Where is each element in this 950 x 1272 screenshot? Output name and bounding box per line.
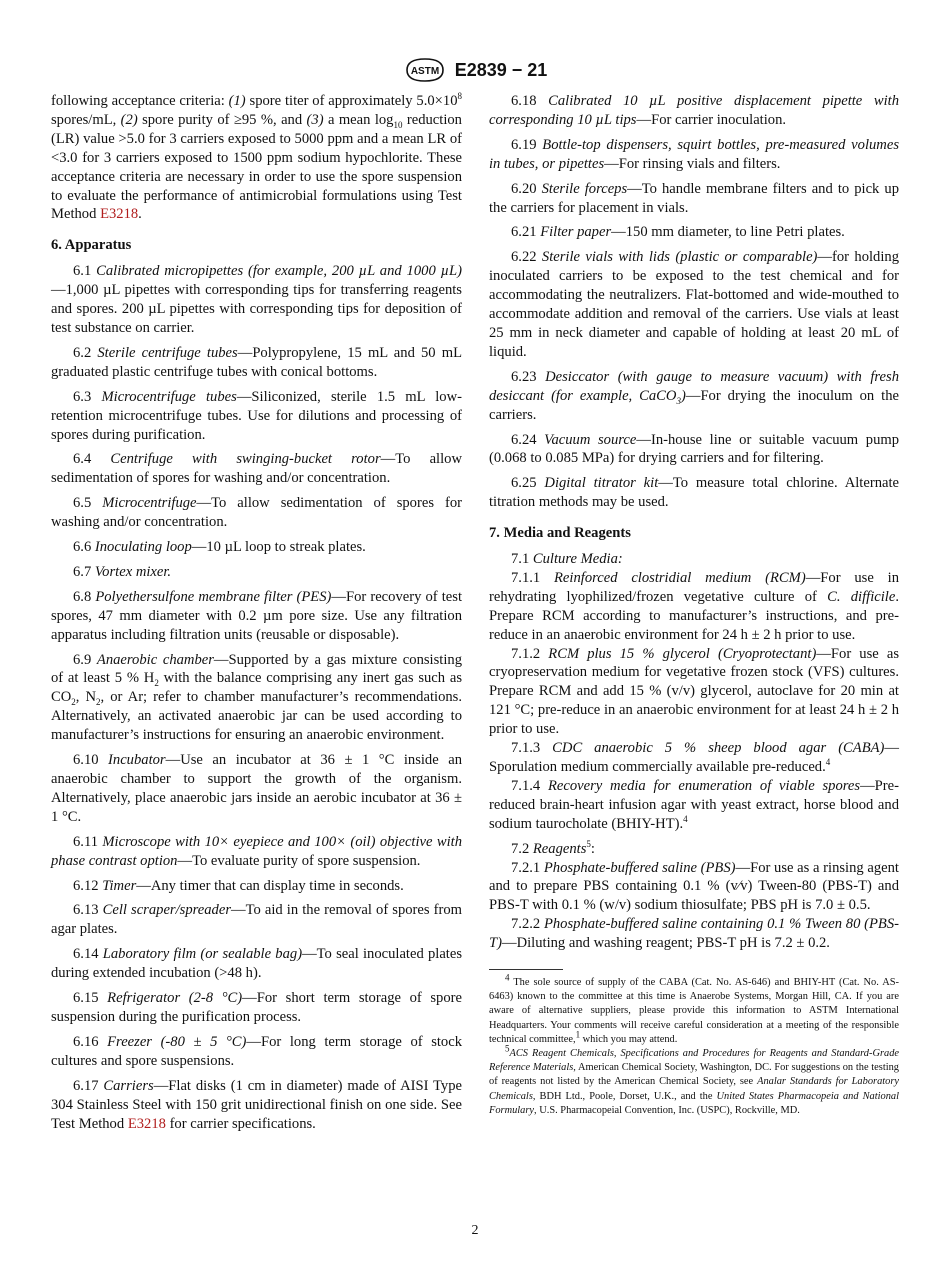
clause-7-2: 7.2 Reagents$^5$: [511, 838, 595, 857]
clause-6-9: 6.9 Anaerobic chamber—Supported by a gas mixture consisting of at least 5 % $H_2$ with the balance comprising any inert gas such as $CO_2$, $N_2$, or Ar; refer to chamber manufacturer’s recommendations. Alternatively, an activated anaerobic jar can be used according to manufacturer’s instructions for ensuring an anaerobic environment. [51, 651, 463, 744]
clause-7-1-2: 7.1.2 RCM plus 15 % glycerol (Cryoprotectant)—For use as cryopreservation medium for vegetative frozen stock (VFS) cultures. Prepare RCM and add 15 % (v/v) glycerol, autoclave for 20 min at 121 °C; pre-reduce in an anaerobic environment for at least 24 h ± 2 h prior to use. [489, 645, 899, 738]
clause-7-2-1: 7.2.1 Phosphate-buffered saline (PBS)—For use as a rinsing agent and to prepare PBS containing 0.1 % (v⁄v) Tween-80 (PBS-T) and PBS-T with 0.1 % (w/v) sodium thiosulfate; PBS pH is 7.0 ± 0.5. [489, 859, 899, 914]
clause-6-22: 6.22 Sterile vials with lids (plastic or comparable)—for holding inoculated carriers to be exposed to the test chemical and for accommodating the neutralizers. Flat-bottomed and wide-mouthed to accommodate addition and removal of the carriers. Use vials at least 25 mm in neck diameter and capable of holding at least 20 mL of liquid. [489, 249, 899, 360]
clause-7-1-1: 7.1.1 Reinforced clostridial medium (RCM)—For use in rehydrating lyophilized/frozen vegetative culture of C. difficile. Prepare RCM according to manufacturer’s instructions, and pre-reduce in an anaerobic environment for 24 h ± 2 h prior to use. [489, 569, 899, 643]
section-heading-apparatus: 6. Apparatus [51, 237, 132, 254]
clause-6-4: 6.4 Centrifuge with swinging-bucket rotor—To allow sedimentation of spores for washing and/or concentration. [51, 451, 463, 487]
clause-6-24: 6.24 Vacuum source—In-house line or suitable vacuum pump (0.068 to 0.085 MPa) for drying carriers and for filtering. [489, 431, 900, 467]
svg-text:ASTM: ASTM [410, 66, 439, 77]
clause-6-13: 6.13 Cell scraper/spreader—To aid in the removal of spores from agar plates. [51, 902, 463, 938]
clause-6-7: 6.7 Vortex mixer. [73, 563, 172, 580]
page-number: 2 [471, 1223, 479, 1238]
astm-logo-icon [403, 56, 447, 84]
clause-6-10: 6.10 Incubator—Use an incubator at 36 ± 1 °C inside an anaerobic chamber to support the growth of the organism. Alternatively, place anaerobic jars inside an aerobic incubator at 36 ± 1 °C. [51, 752, 462, 825]
clause-6-23: 6.23 Desiccator (with gauge to measure vacuum) with fresh desiccant (for example, CaCO$_3$)—For drying the inoculum on the carriers. [489, 368, 900, 423]
clause-6-18: 6.18 Calibrated 10 µL positive displacement pipette with corresponding 10 µL tips—For carrier inoculation. [489, 93, 900, 128]
section-heading-media-reagents: 7. Media and Reagents [489, 525, 631, 542]
right-column [489, 92, 899, 1118]
clause-6-6: 6.6 Inoculating loop—10 µL loop to streak plates. [73, 539, 366, 556]
clause-6-17: 6.17 Carriers—Flat disks (1 cm in diameter) made of AISI Type 304 Stainless Steel with 150 grit unidirectional finish on one side. See Test Method E3218 for carrier specifications. [51, 1077, 463, 1132]
intro-paragraph: following acceptance criteria: (1) spore titer of approximately $5.0\times 10^8$ spores/mL, (2) spore purity of ≥95 %, and (3) a mean $\log_{10}$ reduction (LR) value >5.0 for 3 carriers exposed to 5000 ppm and a mean LR of <3.0 for 3 carriers exposed to 1500 ppm sodium hypochlorite. These acceptance criteria are necessary in order to use the spore suspension to evaluate the performance of antimicrobial formulations using Test Method E3218. [51, 91, 462, 223]
clause-7-1-3: 7.1.3 CDC anaerobic 5 % sheep blood agar (CABA)—Sporulation medium commercially available pre-reduced.$^4$ [489, 740, 899, 775]
clause-6-1: 6.1 Calibrated micropipettes (for example, 200 µL and 1000 µL)—1,000 µL pipettes with corresponding tips for transferring reagents and spores. 200 µL pipettes with corresponding tips for deposition of test substance on carrier. [51, 263, 463, 336]
footnote-divider [489, 969, 563, 970]
left-column [51, 92, 462, 1139]
clause-6-5: 6.5 Microcentrifuge—To allow sedimentation of spores for washing and/or concentration. [51, 495, 462, 531]
reference-link-e3218[interactable]: E3218 [100, 206, 139, 223]
document-id: E2839 − 21 [454, 59, 548, 80]
clause-6-2: 6.2 Sterile centrifuge tubes—Polypropylene, 15 mL and 50 mL graduated plastic centrifuge tubes with conical bottoms. [51, 344, 462, 380]
clause-6-14: 6.14 Laboratory film (or sealable bag)—To seal inoculated plates during extended incubation (>48 h). [51, 946, 463, 982]
clause-6-25: 6.25 Digital titrator kit—To measure total chlorine. Alternate titration methods may be used. [489, 475, 900, 511]
page-header [0, 56, 950, 86]
clause-6-11: 6.11 Microscope with 10× eyepiece and 100× (oil) objective with phase contrast option—To evaluate purity of spore suspension. [51, 833, 462, 869]
clause-6-21: 6.21 Filter paper—150 mm diameter, to line Petri plates. [511, 224, 845, 241]
clause-7-1: 7.1 Culture Media: [511, 551, 623, 568]
footnote-4: $^4$ The sole source of supply of the CABA (Cat. No. AS-646) and BHIY-HT (Cat. No. AS-6463) known to the committee at this time is Anaerobe Systems, Morgan Hill, CA. If you are aware of alternative suppliers, please provide this information to ASTM International Headquarters. Your comments will receive careful consideration at a meeting of the responsible technical committee,$^1$ which you may attend. [489, 972, 899, 1045]
clause-6-15: 6.15 Refrigerator (2-8 °C)—For short term storage of spore suspension during the purification process. [51, 990, 462, 1025]
footnote-5: $^5$ACS Reagent Chemicals, Specifications and Procedures for Reagents and Standard-Grade Reference Materials, American Chemical Society, Washington, DC. For suggestions on the testing of reagents not listed by the American Chemical Society, see Analar Standards for Laboratory Chemicals, BDH Ltd., Poole, Dorset, U.K., and the United States Pharmacopeia and National Formulary, U.S. Pharmacopeial Convention, Inc. (USPC), Rockville, MD. [489, 1043, 899, 1116]
clause-6-16: 6.16 Freezer (-80 ± 5 °C)—For long term storage of stock cultures and spore suspensions. [51, 1033, 462, 1069]
clause-7-1-4: 7.1.4 Recovery media for enumeration of viable spores—Pre-reduced brain-heart infusion agar with yeast extract, horse blood and sodium taurocholate (BHIY-HT).$^4$ [489, 777, 899, 832]
clause-6-19: 6.19 Bottle-top dispensers, squirt bottles, pre-measured volumes in tubes, or pipettes—For rinsing vials and filters. [489, 136, 899, 172]
clause-6-12: 6.12 Timer—Any timer that can display time in seconds. [73, 877, 404, 894]
clause-6-20: 6.20 Sterile forceps—To handle membrane filters and to pick up the carriers for placement in vials. [489, 180, 899, 216]
reference-link-e3218[interactable]: E3218 [127, 1115, 166, 1132]
clause-7-2-2: 7.2.2 Phosphate-buffered saline containing 0.1 % Tween 80 (PBS-T)—Diluting and washing reagent; PBS-T pH is 7.2 ± 0.2. [489, 916, 899, 952]
clause-6-3: 6.3 Microcentrifuge tubes—Siliconized, sterile 1.5 mL low-retention microcentrifuge tubes. Use for dilutions and processing of spores during purification. [51, 388, 463, 443]
clause-6-8: 6.8 Polyethersulfone membrane filter (PES)—For recovery of test spores, 47 mm diameter with 0.2 µm pore size. Use any filtration apparatus including filtration units (reusable or disposable). [51, 588, 462, 643]
